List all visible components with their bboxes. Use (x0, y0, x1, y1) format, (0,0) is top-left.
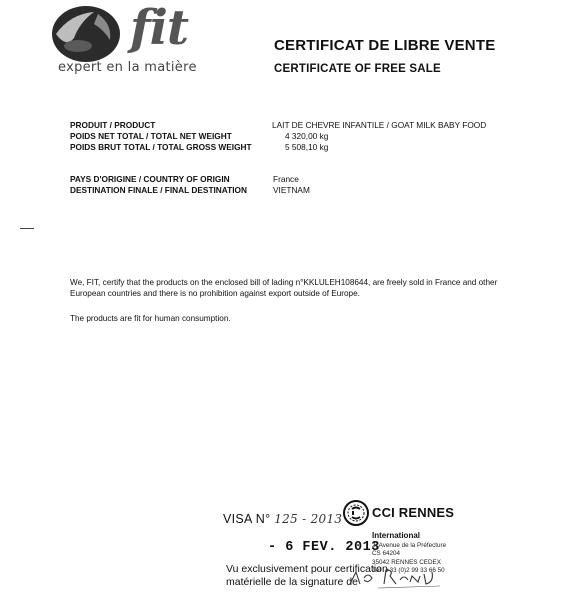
fit-logo-text: fit (130, 0, 189, 56)
net-weight-label: POIDS NET TOTAL / TOTAL NET WEIGHT (70, 131, 232, 141)
certification-line-2: European countries and there is no prohibition against export outside of Europe. (70, 289, 360, 298)
final-destination-label: DESTINATION FINALE / FINAL DESTINATION (70, 185, 247, 195)
cci-name: CCI RENNES (372, 505, 455, 520)
title-english: CERTIFICATE OF FREE SALE (274, 63, 441, 75)
stamp-date: - 6 FEV. 2013 (268, 540, 380, 555)
product-value: LAIT DE CHEVRE INFANTILE / GOAT MILK BABY FOOD (272, 120, 487, 130)
country-origin-label: PAYS D'ORIGINE / COUNTRY OF ORIGIN (70, 174, 230, 184)
gross-weight-value: 5 508,10 kg (285, 142, 329, 152)
country-origin-value: France (273, 174, 299, 184)
cci-address-line: Tél : +33 (0)2 99 33 66 50 (372, 567, 445, 574)
title-french: CERTIFICAT DE LIBRE VENTE (274, 37, 496, 54)
net-weight-value: 4 320,00 kg (285, 131, 329, 141)
fit-logo-mark (50, 4, 124, 64)
visa-label: VISA N° (223, 512, 271, 526)
cci-seal-icon (343, 500, 369, 526)
visa-number: 125 - 2013 (274, 512, 343, 526)
vu-line-1: Vu exclusivement pour certification (226, 563, 388, 575)
final-destination-value: VIETNAM (273, 185, 310, 195)
vu-line-2: matérielle de la signature de (226, 576, 358, 588)
margin-mark (20, 228, 34, 229)
gross-weight-label: POIDS BRUT TOTAL / TOTAL GROSS WEIGHT (70, 142, 252, 152)
cci-address-line: CS 64204 (372, 550, 401, 557)
consumption-statement: The products are fit for human consumption. (70, 314, 231, 323)
visa-line (223, 512, 342, 526)
product-label: PRODUIT / PRODUCT (70, 120, 156, 130)
cci-address-line: 35042 RENNES CEDEX (372, 559, 441, 566)
certification-line-1: We, FIT, certify that the products on the enclosed bill of lading n°KKLULEH108644, are freely sold in France and other (70, 278, 498, 287)
logo-tagline: expert en la matière (58, 60, 197, 75)
cci-address-line: 2, Avenue de la Préfecture (372, 542, 447, 549)
cci-division: International (372, 531, 421, 540)
